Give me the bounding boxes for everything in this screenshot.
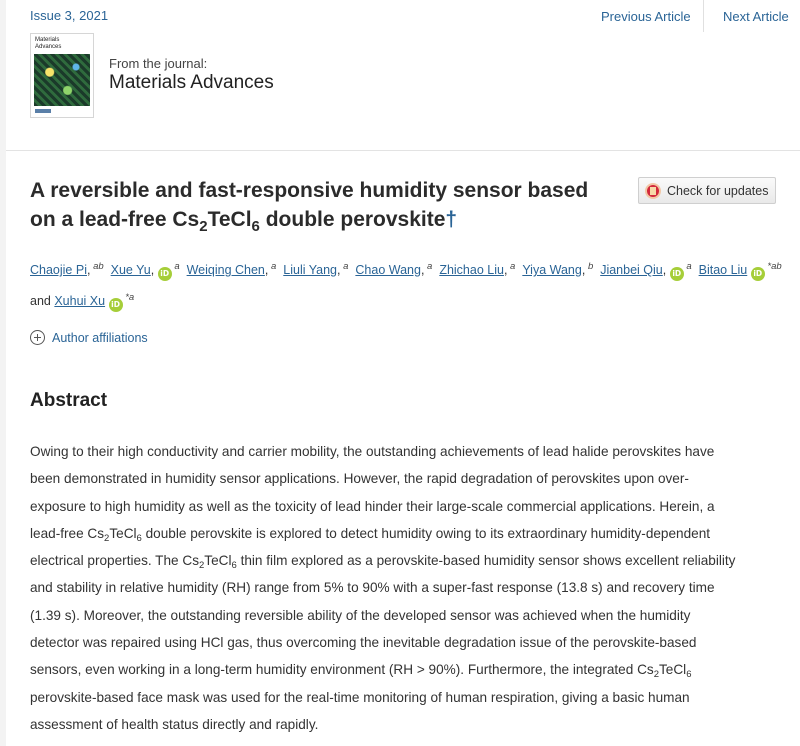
authors-and-label: and <box>30 294 55 308</box>
abstract-line: assessment of health status directly and rapidly. <box>30 716 319 732</box>
abstract-line: perovskite-based face mask was used for the real-time monitoring of human respiration, giving a basic human <box>30 689 690 705</box>
cover-title: Materials Advances <box>35 37 62 50</box>
journal-name-link[interactable]: Materials Advances <box>109 72 274 93</box>
article-header <box>6 0 800 150</box>
affiliation-marker: a <box>507 261 516 272</box>
orcid-icon[interactable]: iD <box>751 267 765 281</box>
author-affiliations-label: Author affiliations <box>52 330 148 345</box>
author-link[interactable]: Xue Yu <box>110 263 151 277</box>
orcid-icon[interactable]: iD <box>670 267 684 281</box>
crossmark-icon <box>645 183 661 199</box>
abstract-line: exposure to high humidity as well as the toxicity of lead hinder their large-scale commercial applications. Herein, a <box>30 498 715 514</box>
header-divider <box>6 150 800 151</box>
author-link[interactable]: Liuli Yang <box>283 263 338 277</box>
check-for-updates-button[interactable] <box>638 177 776 204</box>
article-title: A reversible and fast-responsive humidity sensor based on a lead-free $Cs_2TeCl_6$ double perovskite† <box>30 179 589 235</box>
affiliation-marker: a <box>424 261 433 272</box>
abstract-line: lead-free $Cs_2TeCl_6$ double perovskite is explored to detect humidity owing to its extraordinary humidity-dependent <box>30 525 711 544</box>
abstract-line: Owing to their high conductivity and carrier mobility, the outstanding achievements of lead halide perovskites have <box>30 444 715 459</box>
nav-divider <box>703 0 704 32</box>
next-article-link[interactable]: Next Article <box>723 9 789 24</box>
check-for-updates-label: Check for updates <box>667 183 769 198</box>
affiliation-marker: a <box>683 261 692 272</box>
issue-link[interactable]: Issue 3, 2021 <box>30 8 109 23</box>
cover-publisher-logo <box>35 109 51 113</box>
abstract-line: sensors, even working in a long-term humidity environment (RH > 90%). Furthermore, the integrated $Cs_2TeCl_6$ <box>30 662 692 681</box>
affiliation-marker: a <box>268 261 277 272</box>
abstract-line: electrical properties. The $Cs_2TeCl_6$ thin film explored as a perovskite-based humidity sensor shows excellent reliability <box>30 553 736 572</box>
author-link[interactable]: Chao Wang <box>355 263 421 277</box>
author-link[interactable]: Jianbei Qiu <box>600 263 663 277</box>
cover-artwork <box>34 54 90 106</box>
abstract-line: been demonstrated in humidity sensor applications. However, the rapid degradation of perovskites upon over- <box>30 471 689 487</box>
author-link[interactable]: Xuhui Xu <box>54 294 106 308</box>
author-affiliations-toggle[interactable] <box>30 330 148 345</box>
orcid-icon[interactable]: iD <box>109 298 123 312</box>
author-list: Chaojie Pi, $^{ab}$ Xue Yu, iD $^a$ Weiqing Chen, $^a$ Liuli Yang, $^a$ Chao Wang, $^a$ Zhichao Liu, $^a$ Yiya Wang, $^b$ Jianbei Qiu, iD $^a$ Bitao Liu iD $^{*ab}$ and Xuhui Xu iD $^{*a}$ <box>30 253 790 315</box>
abstract-line: detector was repaired using HCl gas, thus overcoming the inevitable degradation issue of the perovskite-based <box>30 635 697 651</box>
author-link[interactable]: Chaojie Pi <box>30 263 87 277</box>
supplementary-info-link[interactable]: † <box>445 208 458 231</box>
journal-cover-image[interactable] <box>30 33 94 118</box>
affiliation-marker: *a <box>122 292 135 303</box>
affiliation-marker: ab <box>90 261 104 272</box>
affiliation-marker: *ab <box>764 261 782 272</box>
plus-circle-icon <box>30 330 45 345</box>
affiliation-marker: a <box>171 261 180 272</box>
orcid-icon[interactable]: iD <box>158 267 172 281</box>
abstract-line: and stability in relative humidity (RH) range from 5% to 90% with a super-fast response (13.8 s) and recovery time <box>30 580 715 596</box>
affiliation-marker: b <box>585 261 594 272</box>
from-journal-label: From the journal: <box>109 56 208 71</box>
author-link[interactable]: Bitao Liu <box>698 263 748 277</box>
abstract-heading: Abstract <box>30 390 108 411</box>
author-link[interactable]: Zhichao Liu <box>439 263 504 277</box>
abstract-text <box>30 438 775 738</box>
author-link[interactable]: Yiya Wang <box>522 263 582 277</box>
affiliation-marker: a <box>340 261 349 272</box>
author-link[interactable]: Weiqing Chen <box>186 263 265 277</box>
abstract-line: (1.39 s). Moreover, the outstanding reversible ability of the developed sensor was achieved when the humidity <box>30 607 691 623</box>
previous-article-link[interactable]: Previous Article <box>601 9 691 24</box>
